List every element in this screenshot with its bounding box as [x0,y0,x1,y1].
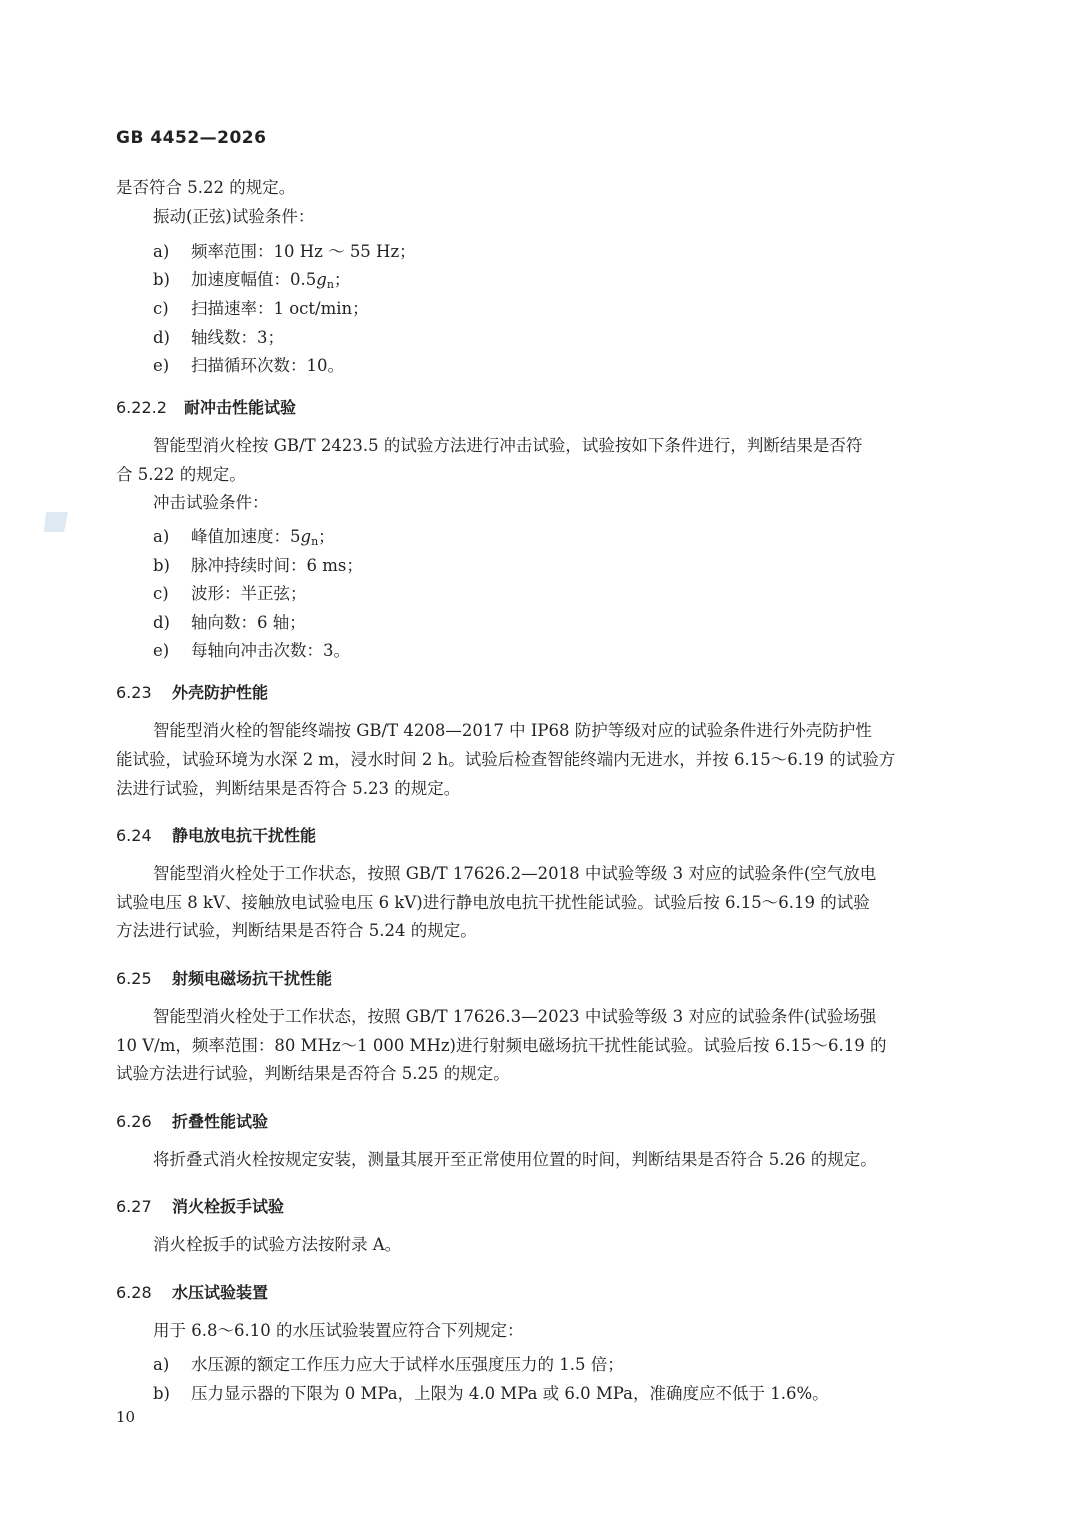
section-heading-6-28: 6.28 水压试验装置 [116,1283,269,1302]
section-heading-6-27: 6.27 消火栓扳手试验 [116,1197,285,1216]
list-item: a) 水压源的额定工作压力应大于试样水压强度压力的 1.5 倍； [153,1355,624,1374]
section-heading-6-23: 6.23 外壳防护性能 [116,683,269,702]
section-heading-6-25: 6.25 射频电磁场抗干扰性能 [116,969,333,988]
list-item: d) 轴向数：6 轴； [153,613,306,632]
paragraph-line: 能试验，试验环境为水深 2 m，浸水时间 2 h。试验后检查智能终端内无进水，并按 6.15～6.19 的试验方 [116,750,896,769]
section-heading-6-22-2: 6.22.2 耐冲击性能试验 [116,398,297,417]
list-item: b) 压力显示器的下限为 0 MPa，上限为 4.0 MPa 或 6.0 MPa，准确度应不低于 1.6%。 [153,1384,829,1403]
paragraph-line: 合 5.22 的规定。 [116,465,246,484]
paragraph-line: 智能型消火栓的智能终端按 GB/T 4208—2017 中 IP68 防护等级对应的试验条件进行外壳防护性 [153,721,872,740]
list-item: b) 脉冲持续时间：6 ms； [153,556,363,575]
paragraph-line: 试验方法进行试验，判断结果是否符合 5.25 的规定。 [116,1064,510,1083]
paragraph-line: 用于 6.8～6.10 的水压试验装置应符合下列规定： [153,1321,524,1340]
paragraph-line: 方法进行试验，判断结果是否符合 5.24 的规定。 [116,921,477,940]
list-item: a) 频率范围：10 Hz ～ 55 Hz； [153,242,416,261]
list-item: c) 扫描速率：1 oct/min； [153,299,369,318]
shock-intro: 冲击试验条件： [153,493,269,512]
paragraph-line: 试验电压 8 kV、接触放电试验电压 6 kV)进行静电放电抗干扰性能试验。试验后按 6.15～6.19 的试验 [116,893,870,912]
list-item: b) 加速度幅值：$0.5g_n$； [153,270,351,291]
vibration-intro: 振动(正弦)试验条件： [153,207,315,226]
list-item: a) 峰值加速度：$5g_n$； [153,527,335,548]
paragraph-line: 10 V/m，频率范围：80 MHz～1 000 MHz)进行射频电磁场抗干扰性能试验。试验后按 6.15～6.19 的 [116,1036,887,1055]
paragraph-line: 法进行试验，判断结果是否符合 5.23 的规定。 [116,779,461,798]
paragraph-line: 智能型消火栓按 GB/T 2423.5 的试验方法进行冲击试验，试验按如下条件进行，判断结果是否符 [153,436,863,455]
list-item: e) 每轴向冲击次数：3。 [153,641,350,660]
page-number: 10 [116,1408,136,1426]
list-item: c) 波形：半正弦； [153,584,307,603]
list-item: d) 轴线数：3； [153,328,284,347]
paragraph-line: 消火栓扳手的试验方法按附录 A。 [153,1235,402,1254]
list-item: e) 扫描循环次数：10。 [153,356,344,375]
paragraph-line: 智能型消火栓处于工作状态，按照 GB/T 17626.2—2018 中试验等级 3 对应的试验条件(空气放电 [153,864,877,883]
paragraph-line: 智能型消火栓处于工作状态，按照 GB/T 17626.3—2023 中试验等级 3 对应的试验条件(试验场强 [153,1007,877,1026]
section-heading-6-26: 6.26 折叠性能试验 [116,1112,269,1131]
standard-code: GB 4452—2026 [116,128,267,148]
paragraph-line: 将折叠式消火栓按规定安装，测量其展开至正常使用位置的时间，判断结果是否符合 5.26 的规定。 [153,1150,877,1169]
paragraph-continuation: 是否符合 5.22 的规定。 [116,178,296,197]
section-heading-6-24: 6.24 静电放电抗干扰性能 [116,826,317,845]
sac-logo-watermark-icon [42,508,72,536]
